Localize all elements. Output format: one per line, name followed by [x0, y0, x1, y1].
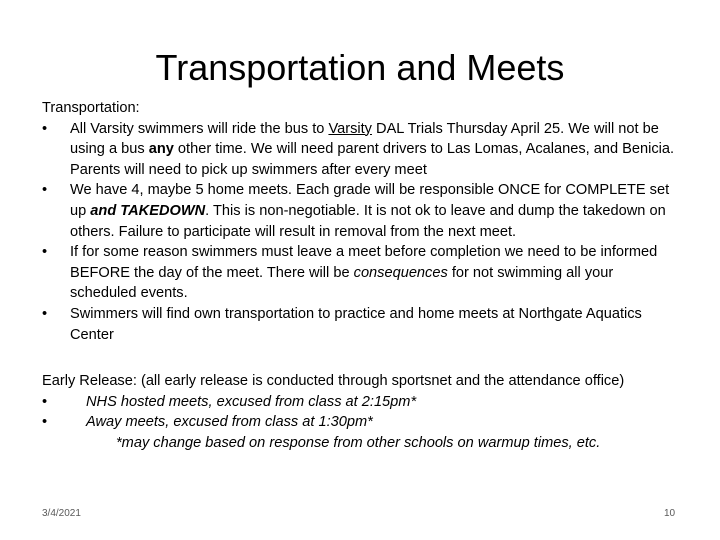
bullet-glyph: • [42, 182, 48, 199]
slide-title: Transportation and Meets [155, 47, 565, 88]
list-item: • Swimmers will find own transportation to practice and home meets at Northgate Aquatics Center [42, 305, 642, 343]
transportation-heading: Transportation: [42, 100, 140, 116]
bullet-glyph: • [42, 393, 48, 410]
footer-date: 3/4/2021 [42, 508, 81, 519]
list-item: • If for some reason swimmers must leave a meet before completion we need to be informed BEFORE the day of the meet. There will be consequences for not swimming all your scheduled events. [42, 244, 658, 302]
list-item: • Away meets, excused from class at 1:30pm* [42, 412, 682, 433]
early-release-text: Early Release: (all early release is conducted through sportsnet and the attendance office) [42, 373, 625, 390]
slide-body [42, 98, 682, 454]
bullet-glyph: • [42, 244, 48, 261]
page-number: 10 [664, 508, 676, 519]
list-item: • NHS hosted meets, excused from class at 2:15pm* [42, 392, 682, 413]
bullet-glyph: • [42, 120, 48, 137]
footnote: *may change based on response from other schools on warmup times, etc. [116, 434, 601, 451]
list-item: • All Varsity swimmers will ride the bus to Varsity DAL Trials Thursday April 25. We will not be using a bus any other time. We will need parent drivers to Las Lomas, Acalanes, and Benicia. Parents will need to pick up swimmers after every meet [42, 120, 675, 178]
bullet-glyph: • [42, 305, 48, 322]
list-item: • We have 4, maybe 5 home meets. Each grade will be responsible ONCE for COMPLETE set up and TAKEDOWN. This is non-negotiable. It is not ok to leave and dump the takedown on others. Failure to participate will result in removal from the next meet. [42, 182, 670, 240]
bullet-glyph: • [42, 414, 48, 431]
